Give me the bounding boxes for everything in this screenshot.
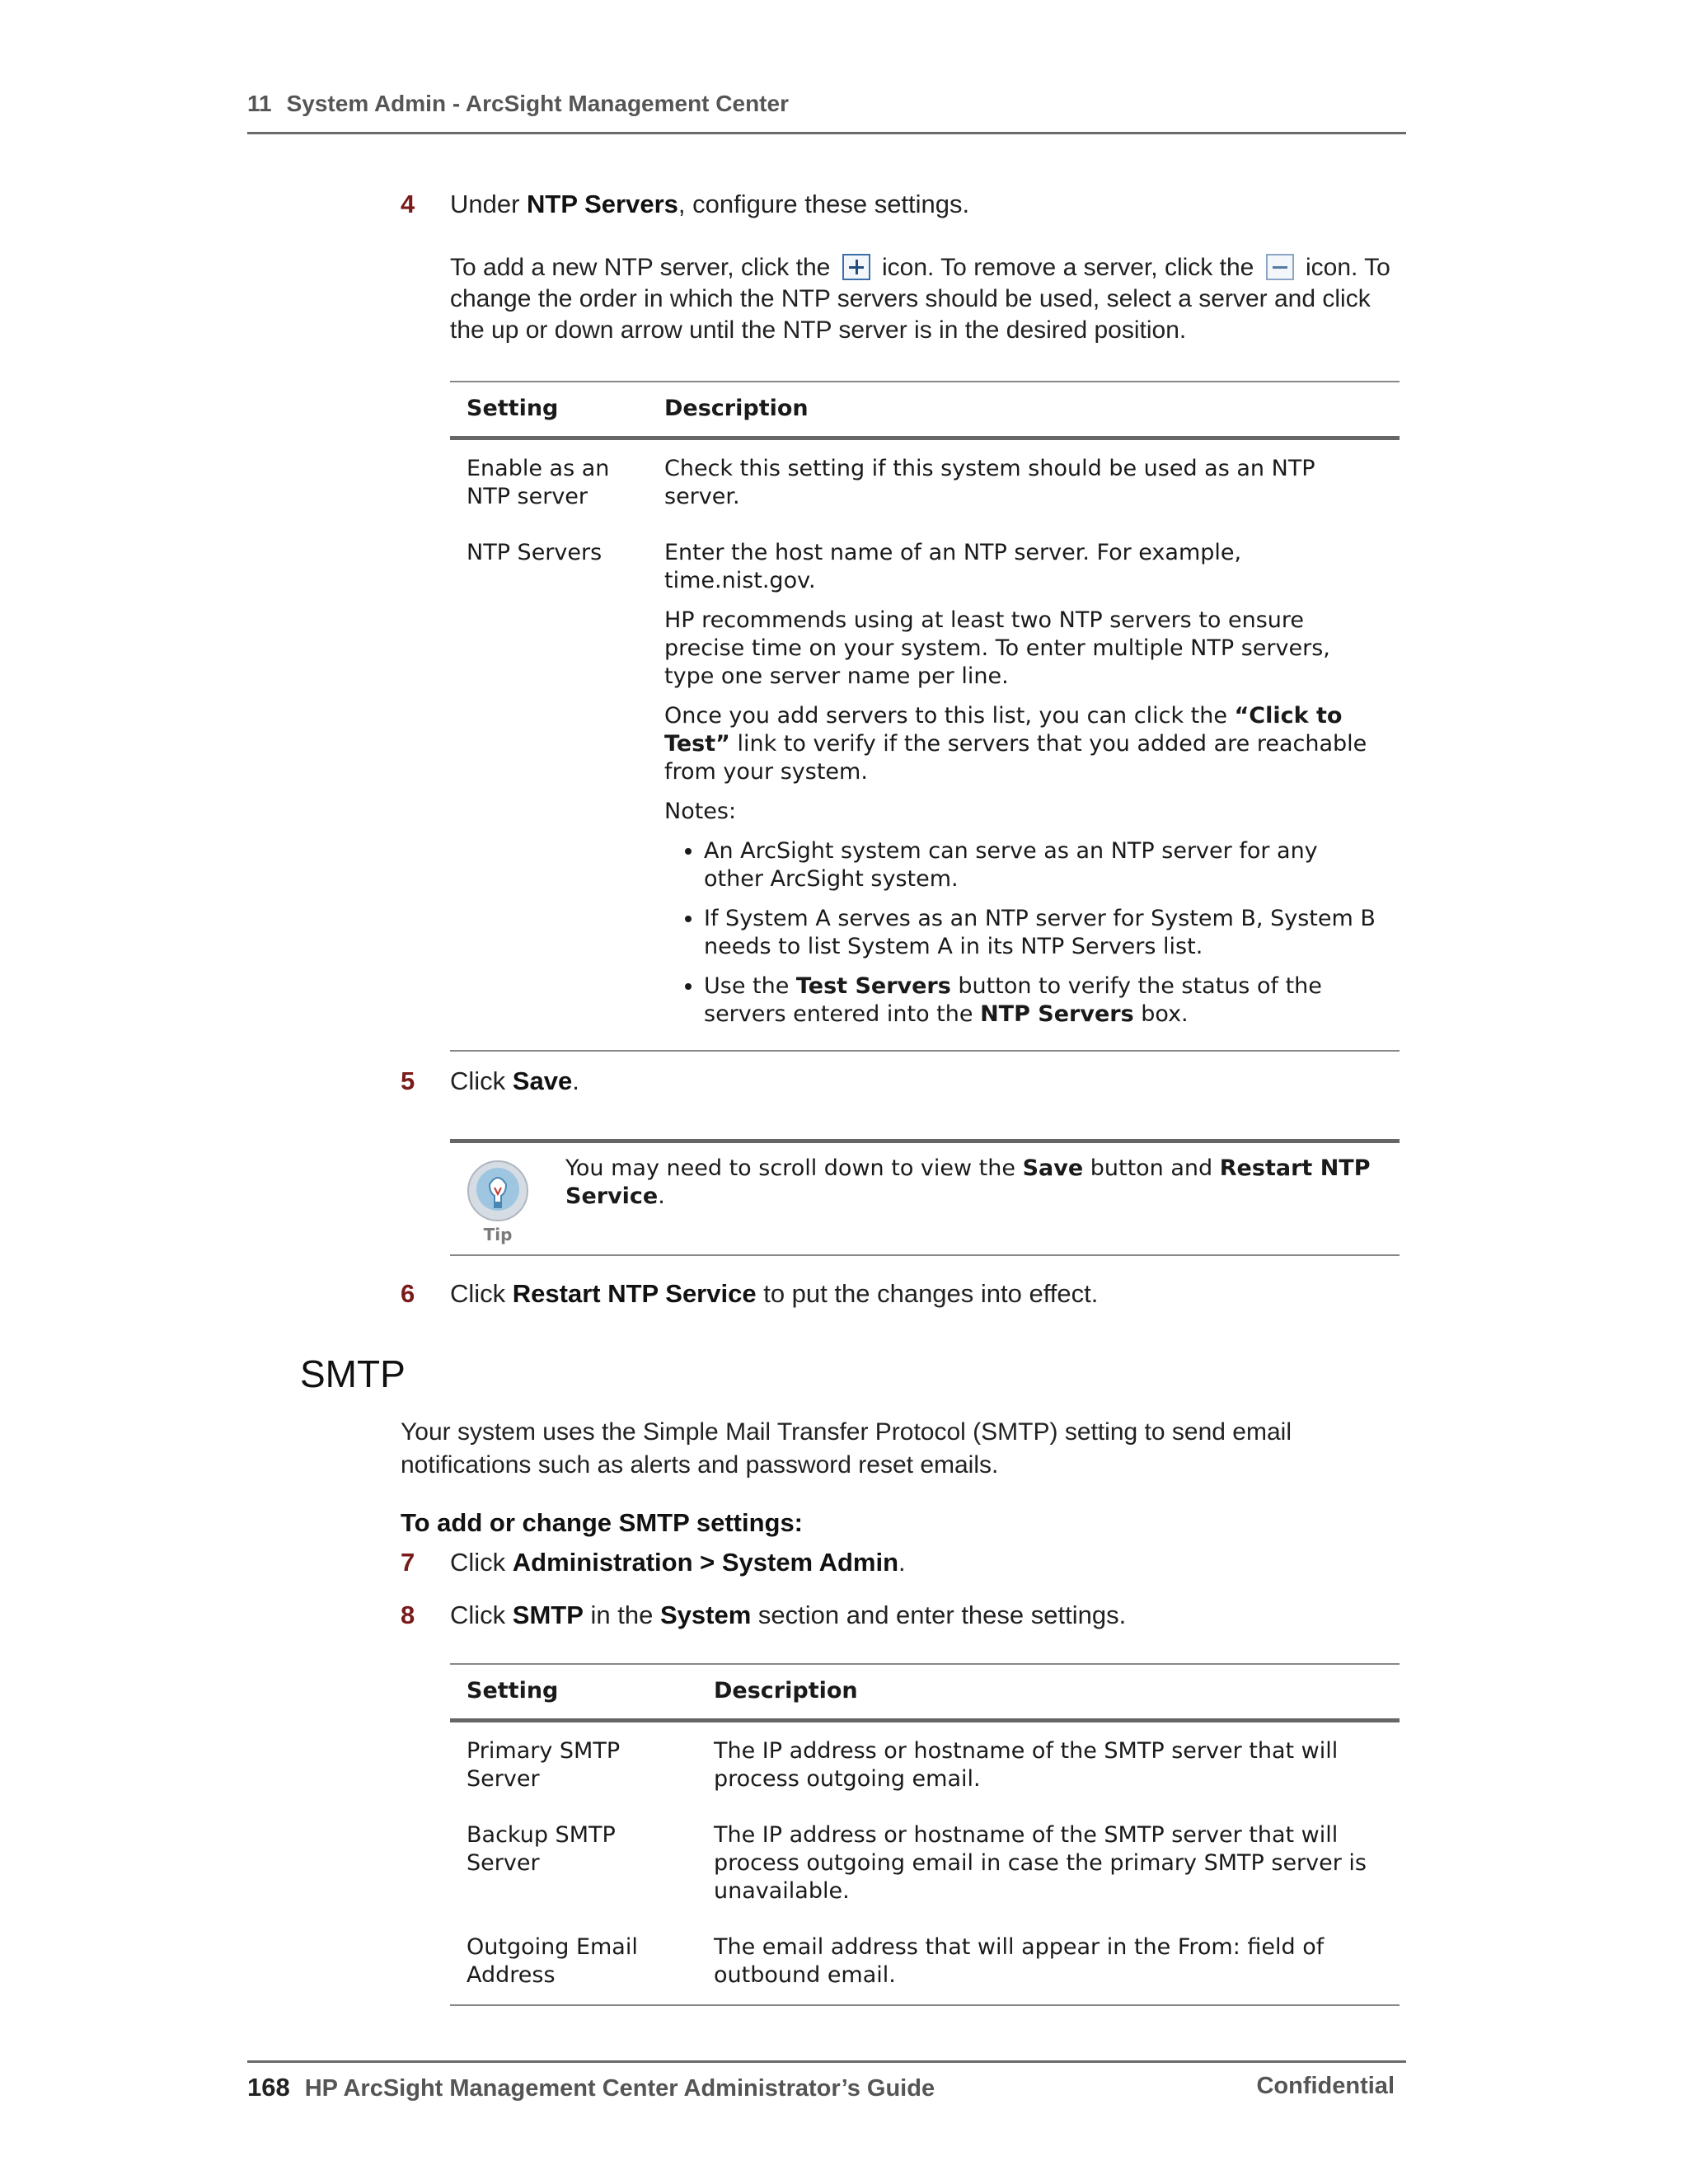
setting-cell: Outgoing Email Address bbox=[450, 1915, 697, 2005]
setting-cell: Primary SMTP Server bbox=[467, 1738, 621, 1792]
step-6 bbox=[401, 1279, 1406, 1312]
step-number: 5 bbox=[401, 1066, 415, 1095]
column-header: Description bbox=[648, 382, 1400, 438]
step-text: Click Administration > System Admin. bbox=[450, 1548, 906, 1577]
step-4 bbox=[401, 190, 1406, 223]
smtp-settings-table bbox=[450, 1663, 1400, 2006]
step-5 bbox=[401, 1066, 1406, 1099]
procedure-heading: To add or change SMTP settings: bbox=[401, 1508, 804, 1537]
step-number: 8 bbox=[401, 1601, 415, 1629]
chapter-number: 11 bbox=[247, 91, 272, 116]
step-number: 4 bbox=[401, 190, 415, 218]
step-7 bbox=[401, 1548, 1406, 1581]
setting-cell: Backup SMTP Server bbox=[467, 1822, 616, 1876]
table-row bbox=[450, 1803, 1400, 1915]
step-number: 7 bbox=[401, 1548, 415, 1577]
confidential-label: Confidential bbox=[1256, 2073, 1395, 2099]
ntp-instructions: To add a new NTP server, click the icon. To remove a server, click the icon. To change the order in which the NTP servers should be used, select a server and click the up or down arrow until the NTP server is in the desired position. bbox=[450, 254, 1390, 344]
table-row bbox=[450, 1915, 1400, 2005]
table-row bbox=[450, 1721, 1400, 1804]
chapter-title: System Admin - ArcSight Management Center bbox=[286, 91, 789, 116]
section-intro: Your system uses the Simple Mail Transfer Protocol (SMTP) setting to send email notifications such as alerts and password reset emails. bbox=[401, 1418, 1292, 1479]
section-title: SMTP bbox=[300, 1352, 406, 1395]
table-header-row bbox=[450, 382, 1400, 438]
list-item: • An ArcSight system can serve as an NTP server for any other ArcSight system. bbox=[704, 837, 1383, 893]
table-row bbox=[450, 521, 1400, 1051]
tip-text: You may need to scroll down to view the Save button and Restart NTP Service. bbox=[565, 1155, 1371, 1209]
step-text: Click Restart NTP Service to put the changes into effect. bbox=[450, 1279, 1099, 1308]
step-text: Click Save. bbox=[450, 1066, 579, 1095]
tip-box bbox=[450, 1139, 1400, 1256]
table-row bbox=[450, 438, 1400, 522]
description-cell: The IP address or hostname of the SMTP server that will process outgoing email. bbox=[714, 1738, 1339, 1792]
setting-cell: NTP Servers bbox=[450, 521, 648, 1051]
lightbulb-tip-icon bbox=[465, 1160, 531, 1245]
step-text: Click SMTP in the System section and enter these settings. bbox=[450, 1601, 1127, 1629]
column-header: Description bbox=[697, 1664, 1400, 1721]
description-cell: The IP address or hostname of the SMTP server that will process outgoing email in case the primary SMTP server is unavailable. bbox=[714, 1822, 1367, 1904]
notes-list bbox=[664, 837, 1383, 1029]
setting-cell: Enable as an NTP server bbox=[467, 456, 610, 509]
table-header-row bbox=[450, 1664, 1400, 1721]
step-8 bbox=[401, 1601, 1406, 1633]
add-icon bbox=[842, 254, 870, 280]
page-number: 168 bbox=[247, 2073, 290, 2102]
guide-title: HP ArcSight Management Center Administrator’s Guide bbox=[304, 2075, 935, 2102]
remove-icon bbox=[1266, 254, 1294, 280]
page-footer bbox=[247, 2060, 1406, 2102]
page-header bbox=[247, 91, 1406, 134]
ntp-settings-table bbox=[450, 381, 1400, 1052]
list-item: • Use the Test Servers button to verify the status of the servers entered into the NTP Servers box. bbox=[704, 972, 1383, 1029]
step-number: 6 bbox=[401, 1279, 415, 1308]
column-header: Setting bbox=[450, 1664, 697, 1721]
list-item: • If System A serves as an NTP server for System B, System B needs to list System A in its NTP Servers list. bbox=[704, 905, 1383, 961]
description-cell: The email address that will appear in the From: field of outbound email. bbox=[697, 1915, 1400, 2005]
tip-label: Tip bbox=[483, 1225, 513, 1244]
description-cell: Enter the host name of an NTP server. For example, time.nist.gov. HP recommends using at least two NTP servers to ensure precise time on your system. To enter multiple NTP servers, type one server name per line. Once you add servers to this list, you can click the “Click to Test” link to verify if the servers that you added are reachable from your system. Notes: • An ArcSight system can serve as an NTP server for any other ArcSight system. • If System A serves as an NTP server for System B, System B needs to list System A in its NTP Servers list. • Use the Test Servers button to verify the status of the servers entered into the NTP Servers box. bbox=[648, 521, 1400, 1051]
step-text: Under NTP Servers, configure these settings. bbox=[450, 190, 970, 218]
column-header: Setting bbox=[450, 382, 648, 438]
description-cell: Check this setting if this system should be used as an NTP server. bbox=[664, 456, 1315, 509]
